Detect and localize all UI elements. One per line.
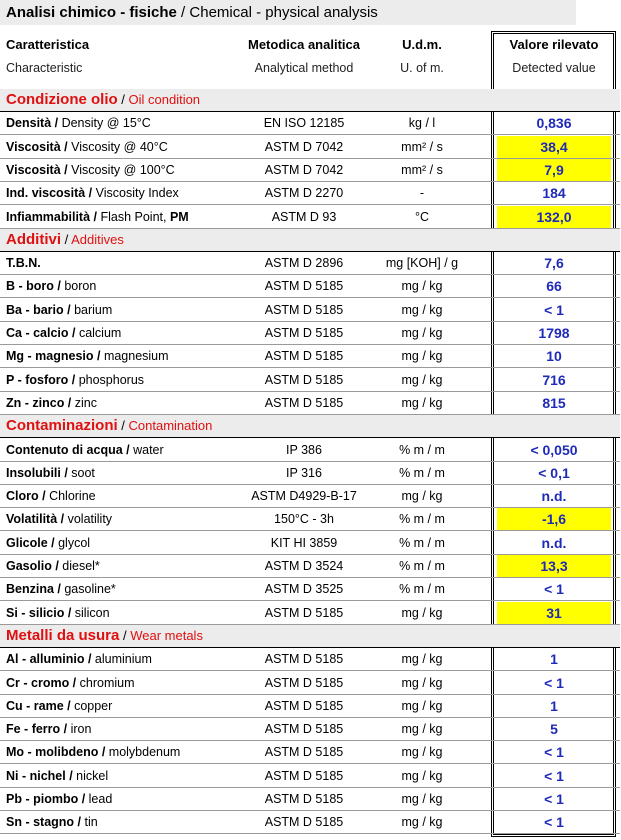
characteristic-separator: /: [65, 768, 77, 783]
method-cell: IP 316: [286, 465, 322, 480]
method-cell: ASTM D 7042: [264, 139, 344, 154]
characteristic-en: magnesium: [103, 349, 169, 364]
section-header: [0, 415, 620, 438]
value-cell: 10: [546, 348, 562, 365]
table-row: [0, 299, 620, 322]
value-cell: < 1: [544, 791, 564, 807]
characteristic-cell: [6, 508, 112, 530]
characteristic-separator: /: [53, 279, 65, 294]
characteristic-cell: [6, 602, 110, 624]
method-cell: ASTM D 5185: [264, 652, 344, 667]
method-cell: ASTM D 5185: [264, 349, 344, 364]
characteristic-en: Density @ 15°C: [61, 116, 151, 131]
characteristic-it: Ind. viscosità: [6, 186, 86, 201]
value-cell: < 1: [544, 301, 564, 318]
section-header: [0, 89, 620, 112]
characteristic-separator: /: [98, 745, 109, 760]
characteristic-en: chromium: [79, 675, 135, 690]
characteristic-en: boron: [64, 279, 97, 294]
unit-cell: kg / l: [408, 116, 436, 131]
table-row: [0, 275, 620, 298]
unit-cell: -: [419, 186, 425, 201]
value-cell: 66: [546, 278, 562, 295]
section-title: [6, 229, 124, 251]
characteristic-it: Benzina: [6, 582, 54, 597]
characteristic-en: Viscosity @ 40°C: [71, 139, 168, 154]
characteristic-separator: /: [64, 605, 75, 620]
unit-cell: mg / kg: [401, 302, 443, 317]
table-row: [0, 532, 620, 555]
unit-cell: % m / m: [399, 559, 445, 573]
method-cell: ASTM D4929-B-17: [251, 489, 357, 504]
method-cell: EN ISO 12185: [263, 116, 345, 131]
value-cell: < 1: [544, 674, 564, 691]
table-row: [0, 159, 620, 182]
characteristic-en: Viscosity @ 100°C: [71, 162, 175, 177]
section-title-separator: /: [119, 627, 131, 643]
value-cell: 13,3: [497, 555, 611, 577]
section-title: [6, 625, 203, 647]
characteristic-separator: /: [74, 815, 85, 830]
method-cell: ASTM D 3524: [264, 559, 344, 573]
table-row: [0, 672, 620, 695]
characteristic-it: Insolubili: [6, 465, 61, 480]
characteristic-it: Viscosità: [6, 139, 61, 154]
method-cell: ASTM D 93: [271, 209, 337, 224]
characteristic-cell: [6, 112, 151, 134]
method-cell: IP 386: [286, 442, 322, 457]
characteristic-separator: /: [68, 326, 79, 340]
characteristic-separator: /: [84, 652, 95, 667]
table-row: [0, 555, 620, 578]
unit-cell: mg / kg: [401, 675, 443, 690]
characteristic-cell: [6, 485, 96, 507]
column-header-unit-en: U. of m.: [400, 61, 444, 75]
column-header-value-it: Valore rilevato: [509, 37, 599, 52]
unit-cell: % m / m: [399, 465, 445, 480]
unit-cell: % m / m: [399, 535, 445, 550]
characteristic-separator: /: [57, 512, 68, 527]
method-cell: ASTM D 5185: [264, 326, 344, 340]
unit-cell: mg / kg: [401, 395, 443, 410]
characteristic-en: Flash Point,: [100, 209, 170, 224]
characteristic-separator: /: [60, 139, 72, 154]
characteristic-en: Chlorine: [49, 489, 96, 504]
value-cell: < 1: [544, 814, 564, 831]
characteristic-cell: [6, 252, 41, 274]
method-cell: ASTM D 5185: [264, 722, 344, 737]
value-cell: n.d.: [541, 534, 567, 551]
unit-cell: mg / kg: [401, 349, 443, 364]
section-header: [0, 625, 620, 648]
characteristic-it: Mo - molibdeno: [6, 745, 99, 760]
table-row: [0, 788, 620, 811]
value-cell: 38,4: [497, 136, 611, 158]
characteristic-separator: /: [64, 395, 75, 410]
unit-cell: mm² / s: [401, 162, 443, 177]
characteristic-it: Volatilità: [6, 512, 58, 527]
table-row: [0, 741, 620, 764]
characteristic-it: Contenuto di acqua: [6, 442, 123, 457]
unit-cell: mg / kg: [401, 652, 443, 667]
characteristic-cell: [6, 299, 112, 321]
characteristic-en: zinc: [74, 395, 97, 410]
section-title-en: Additives: [71, 231, 124, 247]
characteristic-cell: [6, 206, 189, 228]
characteristic-en: aluminium: [94, 652, 152, 667]
method-cell: 150°C - 3h: [274, 512, 334, 527]
value-cell: -1,6: [497, 508, 611, 530]
section-title-separator: /: [117, 418, 129, 434]
characteristic-cell: [6, 811, 98, 833]
section-title-en: Wear metals: [130, 627, 203, 643]
value-cell: 1: [550, 697, 558, 714]
table-row: [0, 439, 620, 462]
table-row: [0, 345, 620, 368]
value-cell: < 0,050: [530, 441, 578, 458]
characteristic-it: Si - silicio: [6, 605, 65, 620]
table-row: [0, 369, 620, 392]
characteristic-it: B - boro: [6, 279, 54, 294]
characteristic-it: Ca - calcio: [6, 326, 69, 340]
section-title-en: Contamination: [128, 418, 213, 434]
characteristic-separator: /: [38, 489, 50, 504]
characteristic-en: iron: [70, 722, 92, 737]
unit-cell: mg / kg: [401, 722, 443, 737]
unit-cell: % m / m: [399, 442, 445, 457]
characteristic-en: barium: [74, 302, 113, 317]
value-cell: < 1: [544, 581, 564, 598]
characteristic-separator: /: [51, 559, 63, 573]
method-cell: ASTM D 5185: [264, 302, 344, 317]
table-row: [0, 252, 620, 275]
characteristic-en: gasoline*: [64, 582, 116, 597]
method-cell: ASTM D 5185: [264, 675, 344, 690]
value-cell: 1: [550, 651, 558, 668]
method-cell: ASTM D 5185: [264, 815, 344, 830]
section-title: [6, 415, 212, 437]
characteristic-it: T.B.N.: [6, 256, 41, 271]
characteristic-en: tin: [84, 815, 98, 830]
characteristic-separator: /: [69, 675, 80, 690]
report-title-separator: /: [176, 4, 190, 21]
method-cell: ASTM D 7042: [264, 162, 344, 177]
characteristic-cell: [6, 322, 121, 344]
characteristic-it: Densità: [6, 116, 52, 131]
characteristic-en: water: [133, 442, 164, 457]
characteristic-en: diesel*: [62, 559, 100, 573]
unit-cell: % m / m: [399, 582, 445, 597]
section-title-it: Contaminazioni: [6, 417, 118, 435]
column-header-method-en: Analytical method: [254, 61, 354, 75]
characteristic-en: molybdenum: [108, 745, 181, 760]
value-cell: 7,6: [544, 255, 564, 272]
characteristic-it: Fe - ferro: [6, 722, 61, 737]
characteristic-cell: [6, 392, 97, 414]
characteristic-cell: [6, 672, 135, 694]
method-cell: ASTM D 5185: [264, 792, 344, 806]
characteristic-en: Viscosity Index: [95, 186, 179, 201]
unit-cell: % m / m: [399, 512, 445, 527]
method-cell: ASTM D 2270: [264, 186, 344, 201]
characteristic-cell: [6, 648, 152, 670]
characteristic-it: Cloro: [6, 489, 39, 504]
table-row: [0, 182, 620, 205]
value-cell: 0,836: [536, 115, 572, 132]
table-row: [0, 392, 620, 415]
characteristic-cell: [6, 275, 96, 297]
characteristic-it: Al - alluminio: [6, 652, 85, 667]
section-title-it: Condizione olio: [6, 91, 118, 108]
method-cell: ASTM D 2896: [264, 256, 344, 271]
characteristic-cell: [6, 695, 112, 717]
characteristic-separator: /: [60, 162, 72, 177]
characteristic-cell: [6, 741, 180, 763]
characteristic-separator: /: [93, 349, 104, 364]
table-row: [0, 811, 620, 834]
table-row: [0, 322, 620, 345]
method-cell: ASTM D 5185: [264, 279, 344, 294]
characteristic-it: Zn - zinco: [6, 395, 65, 410]
characteristic-cell: [6, 462, 95, 484]
characteristic-cell: [6, 345, 169, 367]
characteristic-it: Ba - bario: [6, 302, 64, 317]
characteristic-separator: /: [51, 116, 62, 131]
column-header-characteristic-en: Characteristic: [6, 61, 83, 75]
value-cell: 716: [542, 371, 566, 388]
unit-cell: mg / kg: [401, 698, 443, 713]
report-title-it: Analisi chimico - fisiche: [6, 4, 177, 21]
section-title: [6, 89, 200, 111]
value-cell: 31: [497, 602, 611, 624]
value-cell: 815: [542, 394, 566, 411]
table-row: [0, 112, 620, 135]
column-header-characteristic-it: Caratteristica: [6, 37, 90, 52]
section-title-en: Oil condition: [128, 92, 201, 107]
unit-cell: mg / kg: [401, 792, 443, 806]
method-cell: KIT HI 3859: [270, 535, 338, 550]
characteristic-en: nickel: [76, 768, 109, 783]
characteristic-separator: /: [47, 535, 59, 550]
characteristic-separator: /: [60, 465, 72, 480]
characteristic-separator: /: [68, 372, 79, 387]
table-row: [0, 462, 620, 485]
characteristic-it: Glicole: [6, 535, 48, 550]
characteristic-separator: /: [63, 698, 75, 713]
characteristic-cell: [6, 788, 112, 810]
characteristic-en: volatility: [67, 512, 113, 527]
value-cell: 132,0: [497, 206, 611, 228]
characteristic-separator: /: [78, 792, 89, 806]
report-title: [0, 0, 576, 25]
section-title-separator: /: [61, 231, 72, 247]
value-cell: 184: [542, 185, 566, 202]
characteristic-en: phosphorus: [78, 372, 145, 387]
characteristic-it: Viscosità: [6, 162, 61, 177]
value-cell: < 1: [544, 744, 564, 761]
unit-cell: mg / kg: [401, 326, 443, 340]
report-title-en: Chemical - physical analysis: [189, 4, 378, 21]
method-cell: ASTM D 5185: [264, 395, 344, 410]
unit-cell: mm² / s: [401, 139, 443, 154]
characteristic-separator: /: [122, 442, 134, 457]
characteristic-cell: [6, 369, 144, 391]
characteristic-separator: /: [63, 302, 75, 317]
unit-cell: mg / kg: [401, 605, 443, 620]
characteristic-it: Mg - magnesio: [6, 349, 94, 364]
characteristic-it: Infiammabilità: [6, 209, 91, 224]
characteristic-en: copper: [74, 698, 113, 713]
unit-cell: mg / kg: [401, 279, 443, 294]
characteristic-separator: /: [53, 582, 65, 597]
table-row: [0, 206, 620, 229]
value-cell: 1798: [538, 325, 570, 341]
characteristic-it: Pb - piombo: [6, 792, 79, 806]
characteristic-it: Cr - cromo: [6, 675, 70, 690]
value-cell: < 0,1: [538, 464, 570, 481]
characteristic-cell: [6, 136, 168, 158]
characteristic-separator: /: [60, 722, 71, 737]
unit-cell: mg / kg: [401, 489, 443, 504]
characteristic-en: lead: [88, 792, 113, 806]
method-cell: ASTM D 5185: [264, 605, 344, 620]
characteristic-separator: /: [90, 209, 101, 224]
characteristic-cell: [6, 439, 164, 461]
characteristic-en-bold: PM: [169, 209, 189, 224]
characteristic-cell: [6, 578, 116, 600]
method-cell: ASTM D 5185: [264, 745, 344, 760]
section-header: [0, 229, 620, 252]
unit-cell: mg / kg: [401, 372, 443, 387]
characteristic-en: calcium: [78, 326, 122, 340]
method-cell: ASTM D 5185: [264, 768, 344, 783]
method-cell: ASTM D 3525: [264, 582, 344, 597]
unit-cell: °C: [414, 209, 430, 224]
unit-cell: mg / kg: [401, 815, 443, 830]
table-row: [0, 695, 620, 718]
section-title-it: Metalli da usura: [6, 626, 120, 644]
value-cell: 7,9: [497, 159, 611, 181]
value-cell: < 1: [544, 767, 564, 784]
value-cell: 5: [550, 721, 558, 738]
section-title-it: Additivi: [6, 230, 61, 248]
characteristic-it: P - fosforo: [6, 372, 69, 387]
table-row: [0, 508, 620, 531]
characteristic-cell: [6, 765, 108, 787]
table-row: [0, 648, 620, 671]
characteristic-cell: [6, 159, 175, 181]
characteristic-it: Ni - nichel: [6, 768, 66, 783]
table-row: [0, 578, 620, 601]
method-cell: ASTM D 5185: [264, 372, 344, 387]
characteristic-it: Cu - rame: [6, 698, 64, 713]
characteristic-cell: [6, 532, 90, 554]
table-row: [0, 718, 620, 741]
column-header-value-en: Detected value: [512, 61, 596, 75]
characteristic-en: glycol: [58, 535, 91, 550]
characteristic-cell: [6, 555, 100, 577]
characteristic-cell: [6, 182, 179, 204]
value-cell: n.d.: [541, 488, 567, 505]
column-header-method-it: Metodica analitica: [248, 37, 360, 52]
table-row: [0, 602, 620, 625]
characteristic-it: Gasolio: [6, 559, 52, 573]
characteristic-en: silicon: [74, 605, 110, 620]
method-cell: ASTM D 5185: [264, 698, 344, 713]
unit-cell: mg / kg: [401, 745, 443, 760]
characteristic-it: Sn - stagno: [6, 815, 75, 830]
unit-cell: mg [KOH] / g: [385, 256, 459, 271]
characteristic-cell: [6, 718, 91, 740]
characteristic-en: soot: [71, 465, 95, 480]
table-row: [0, 136, 620, 159]
column-header-unit-it: U.d.m.: [402, 37, 442, 52]
table-row: [0, 765, 620, 788]
section-title-separator: /: [117, 92, 129, 107]
unit-cell: mg / kg: [401, 768, 443, 783]
table-row: [0, 485, 620, 508]
characteristic-separator: /: [85, 186, 96, 201]
